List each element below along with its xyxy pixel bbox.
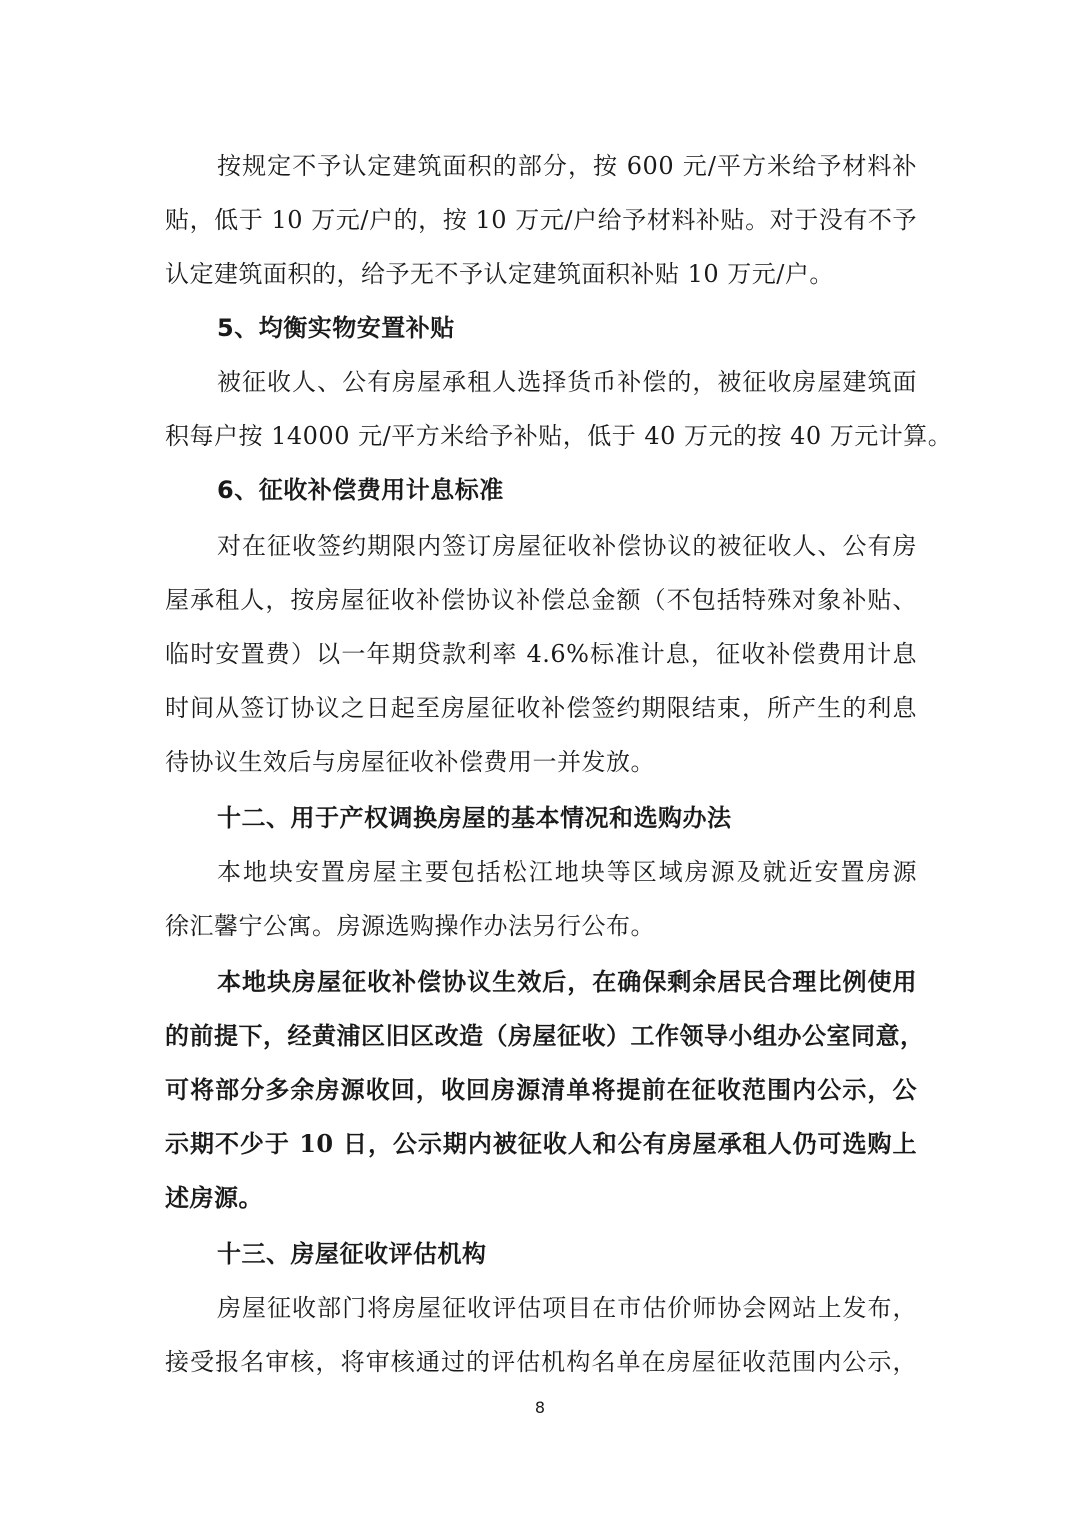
page-number: 8 xyxy=(534,1398,546,1417)
paragraph-line: 按规定不予认定建筑面积的部分，按 600 元/平方米给予材料补 xyxy=(217,152,917,180)
paragraph-line: 本地块安置房屋主要包括松江地块等区域房源及就近安置房源 xyxy=(217,858,917,886)
paragraph-line: 积每户按 14000 元/平方米给予补贴，低于 40 万元的按 40 万元计算。 xyxy=(165,422,953,450)
section-heading: 6、征收补偿费用计息标准 xyxy=(217,476,504,504)
paragraph-line: 屋承租人，按房屋征收补偿协议补偿总金额（不包括特殊对象补贴、 xyxy=(165,586,917,614)
paragraph-line: 临时安置费）以一年期贷款利率 4.6%标准计息，征收补偿费用计息 xyxy=(165,640,917,668)
paragraph-line-bold: 述房源。 xyxy=(165,1183,263,1212)
paragraph-line: 时间从签订协议之日起至房屋征收补偿签约期限结束，所产生的利息 xyxy=(165,694,917,722)
section-heading: 5、均衡实物安置补贴 xyxy=(217,314,455,342)
paragraph-line-bold: 的前提下，经黄浦区旧区改造（房屋征收）工作领导小组办公室同意， xyxy=(165,1021,925,1050)
paragraph-line: 认定建筑面积的，给予无不予认定建筑面积补贴 10 万元/户。 xyxy=(165,260,834,288)
paragraph-line: 对在征收签约期限内签订房屋征收补偿协议的被征收人、公有房 xyxy=(217,532,917,560)
paragraph-line: 接受报名审核，将审核通过的评估机构名单在房屋征收范围内公示， xyxy=(165,1348,917,1376)
paragraph-line: 贴，低于 10 万元/户的，按 10 万元/户给予材料补贴。对于没有不予 xyxy=(165,206,917,234)
paragraph-line: 房屋征收部门将房屋征收评估项目在市估价师协会网站上发布， xyxy=(217,1294,917,1322)
paragraph-line-bold: 示期不少于 10 日，公示期内被征收人和公有房屋承租人仍可选购上 xyxy=(165,1129,917,1158)
paragraph-line: 徐汇馨宁公寓。房源选购操作办法另行公布。 xyxy=(165,912,655,940)
section-heading: 十二、用于产权调换房屋的基本情况和选购办法 xyxy=(217,804,732,832)
paragraph-line-bold: 可将部分多余房源收回，收回房源清单将提前在征收范围内公示，公 xyxy=(165,1075,917,1104)
paragraph-line: 被征收人、公有房屋承租人选择货币补偿的，被征收房屋建筑面 xyxy=(217,368,917,396)
section-heading: 十三、房屋征收评估机构 xyxy=(217,1240,487,1268)
paragraph-line: 待协议生效后与房屋征收补偿费用一并发放。 xyxy=(165,748,655,776)
paragraph-line-bold: 本地块房屋征收补偿协议生效后，在确保剩余居民合理比例使用 xyxy=(217,967,917,996)
